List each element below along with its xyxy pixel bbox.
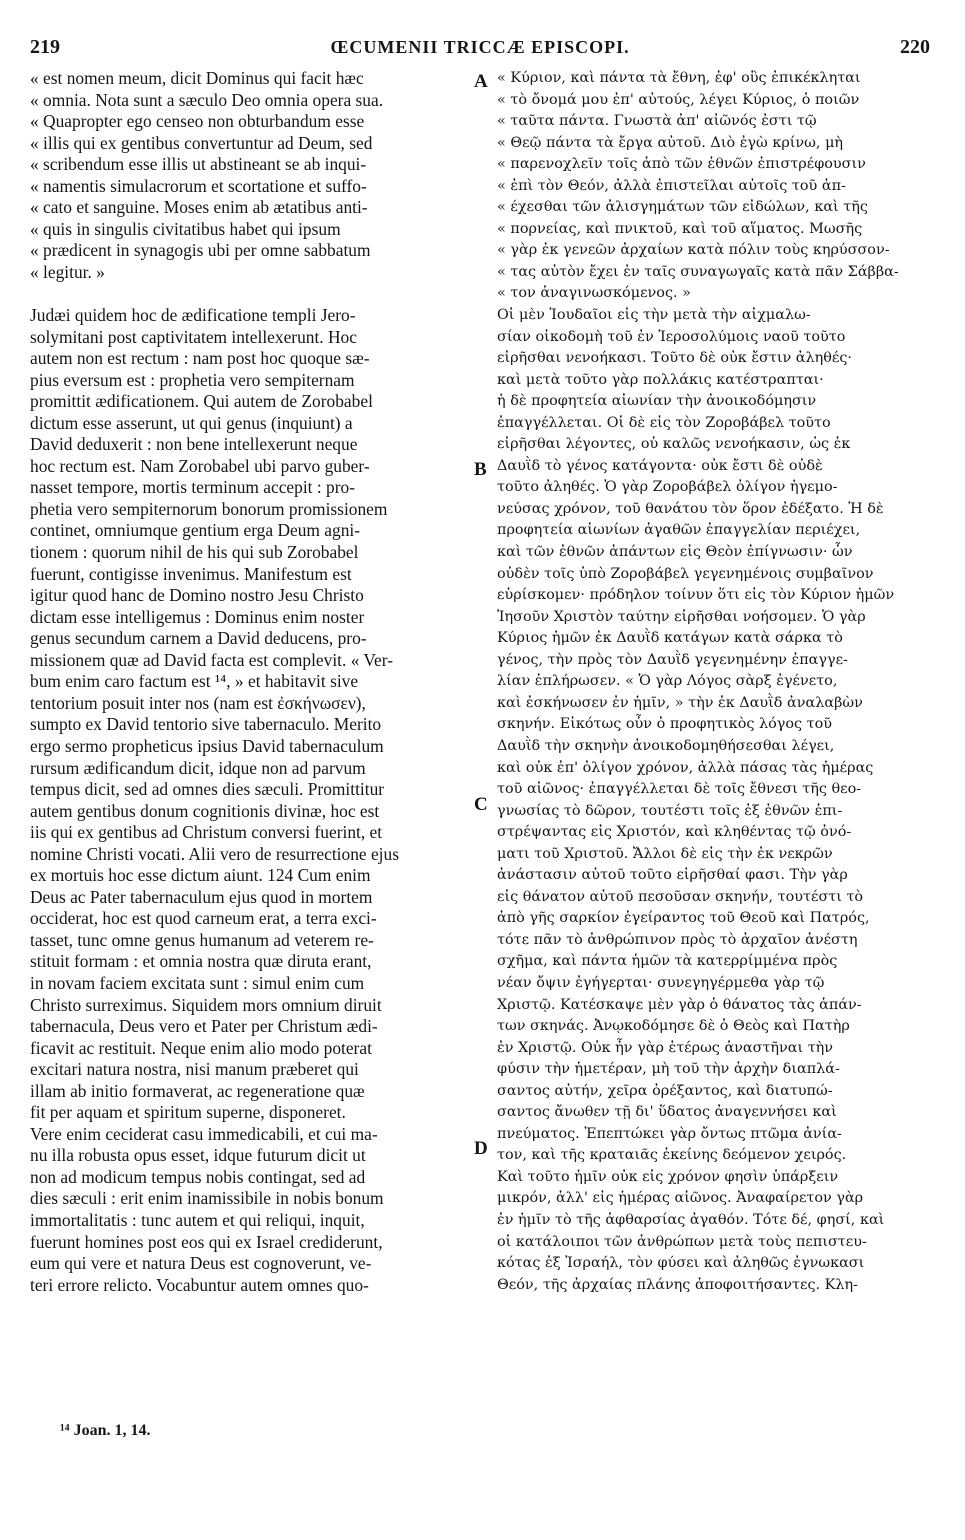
page-number-right: 220 [900, 36, 930, 58]
latin-text-line: autem gentibus donum cognitionis divinæ, hoc est [30, 800, 380, 821]
latin-text-line: sumpto ex David tentorio sive tabernaculo. Merito [30, 714, 382, 735]
greek-text-line: κότας ἐξ Ἰσραήλ, τὸν φύσει καὶ ἀληθῶς ἐγνωκασι [497, 1255, 865, 1272]
latin-text-line: ergo sermo propheticus ipsius David tabernaculum [30, 735, 384, 756]
greek-text-line: των σκηνάς. Ἀνῳκοδόμησε δὲ ὁ Θεὸς καὶ Πατὴρ [497, 1018, 850, 1035]
latin-text-line: in novam faciem excitata sunt : simul enim cum [30, 972, 365, 993]
latin-text-line: « namentis simulacrorum et scortatione et suffo- [30, 175, 367, 196]
latin-text-line: promittit ædificationem. Qui autem de Zorobabel [30, 391, 373, 412]
latin-text-line: excitari natura nostra, nisi manum præberet qui [30, 1059, 359, 1080]
greek-text-line: τοῦ αἰῶνος· ἐπαγγέλλεται δὲ τοῖς ἔθνεσι τῆς θεο- [497, 781, 862, 798]
latin-text-line: occiderat, hoc est quod carneum erat, a terra exci- [30, 908, 377, 929]
greek-text-line: ἐπαγγέλλεται. Οἱ δὲ εἰς τὸν Ζοροβάβελ τοῦτο [497, 414, 831, 431]
latin-text-line: « scribendum esse illis ut abstineant se ab inqui- [30, 154, 367, 175]
latin-text-line: genus secundum carnem a David deducens, pro- [30, 628, 367, 649]
greek-text-line: « ἐπὶ τὸν Θεόν, ἀλλὰ ἐπιστεῖλαι αὐτοῖς τοῦ ἀπ- [497, 177, 846, 194]
greek-text-line: πνεύματος. Ἐπεπτώκει γὰρ ὄντως πτῶμα ἀνία- [497, 1125, 842, 1142]
greek-text-line: ἀνάστασιν αὐτοῦ τοῦτο εἰρῆσθαί φασι. Τὴν γὰρ [497, 867, 848, 884]
greek-text-line: σαντος ἄνωθεν τῇ δι' ὕδατος ἀναγεννήσει καὶ [497, 1104, 837, 1121]
margin-marker-b: B [474, 459, 487, 480]
latin-text-line: tempus dicit, sed ad omnes dies sæculi. Promittitur [30, 779, 385, 800]
greek-text-line: Χριστῷ. Κατέσκαψε μὲν γὰρ ὁ θάνατος τὰς ἁπάν- [497, 996, 862, 1013]
latin-text-line: « omnia. Nota sunt a sæculo Deo omnia opera sua. [30, 89, 384, 110]
greek-column [497, 68, 933, 1296]
latin-text-line [30, 283, 470, 305]
latin-text-line: « prædicent in synagogis ubi per omne sabbatum [30, 240, 371, 261]
greek-text-line: Καὶ τοῦτο ἡμῖν οὐκ εἰς χρόνον φησὶν ὑπάρξειν [497, 1168, 839, 1185]
latin-text-line: fuerunt, contigisse invenimus. Manifestum est [30, 563, 352, 584]
latin-text-line: « illis qui ex gentibus convertuntur ad Deum, sed [30, 132, 373, 153]
greek-text-line: « πορνείας, καὶ πνικτοῦ, καὶ τοῦ αἵματος. Μωσῆς [497, 220, 863, 237]
greek-text-line: φύσιν τὴν ἡμετέραν, μὴ τοῦ τὴν ἀρχὴν διαπλά- [497, 1061, 840, 1078]
latin-text-line: tionem : quorum nihil de his qui sub Zorobabel [30, 542, 359, 563]
latin-text-line: fuerunt homines post eos qui ex Israel crediderunt, [30, 1231, 383, 1252]
greek-text-line: ματι τοῦ Χριστοῦ. Ἄλλοι δὲ εἰς τὴν ἐκ νεκρῶν [497, 845, 833, 862]
greek-text-line: καὶ μετὰ τοῦτο γὰρ πολλάκις κατέστραπται· [497, 371, 824, 388]
latin-text-line: « cato et sanguine. Moses enim ab ætatibus anti- [30, 197, 368, 218]
greek-text-line: « Κύριον, καὶ πάντα τὰ ἔθνη, ἐφ' οὓς ἐπικέκληται [497, 70, 861, 86]
greek-text-line: καὶ οὐκ ἐπ' ὀλίγον χρόνον, ἀλλὰ πάσας τὰς ἡμέρας [497, 759, 874, 776]
greek-text-line: Θεόν, τῆς ἀρχαίας πλάνης ἀποφοιτήσαντες. Κλη- [497, 1276, 859, 1293]
greek-text-line: καὶ ἐσκήνωσεν ἐν ἡμῖν, » τὴν ἐκ Δαυῒδ ἀναλαβὼν [497, 694, 863, 711]
greek-text-line: Δαυῒδ τὴν σκηνὴν ἀνοικοδομηθήσεσθαι λέγει, [497, 737, 835, 754]
greek-text-line: « ταῦτα πάντα. Γνωστὰ ἀπ' αἰῶνός ἐστι τῷ [497, 113, 817, 130]
greek-text-line: μικρόν, ἀλλ' εἰς ἡμέρας αἰῶνος. Ἀναφαίρετον γὰρ [497, 1190, 864, 1207]
greek-text-line: ἀπὸ γῆς σαρκίον ἐγείραντος τοῦ Θεοῦ καὶ Πατρός, [497, 910, 870, 927]
margin-marker-d: D [474, 1138, 488, 1159]
latin-text-line: stituit formam : et omnia nostra quæ diruta erant, [30, 951, 372, 972]
greek-text-line: οὐδὲν τοῖς ὑπὸ Ζοροβάβελ γεγενημένοις συμβαῖνον [497, 565, 874, 582]
greek-text-line: τοῦτο ἀληθές. Ὁ γὰρ Ζοροβάβελ ὀλίγον ἡγεμο- [497, 479, 838, 496]
greek-text-line: ἐν ἡμῖν τὸ τῆς ἀφθαρσίας ἀγαθόν. Τότε δέ, φησί, καὶ [497, 1211, 885, 1228]
greek-text-line: Κύριος ἡμῶν ἐκ Δαυῒδ κατάγων κατὰ σάρκα τὸ [497, 630, 843, 647]
latin-text-line: Christo surreximus. Siquidem mors omnium diruit [30, 994, 382, 1015]
greek-text-line: γένος, τὴν πρὸς τὸν Δαυῒδ γεγενημένην ἐπαγγε- [497, 651, 848, 668]
greek-text-line: « έχεσθαι τῶν ἀλισγημάτων τῶν εἰδώλων, καὶ τῆς [497, 199, 868, 216]
latin-text-line: « Quapropter ego censeo non obturbandum esse [30, 111, 365, 132]
latin-text-line: iis qui ex gentibus ad Christum conversi fuerint, et [30, 822, 383, 843]
latin-text-line: rursum ædificandum dicit, idque non ad parvum [30, 757, 366, 778]
latin-text-line: pius eversum est : prophetia vero sempiternam [30, 369, 355, 390]
latin-text-line: solymitani post captivitatem intellexerunt. Hoc [30, 326, 357, 347]
latin-text-line: dictum esse asserunt, ut qui genus (inquiunt) a [30, 412, 353, 433]
greek-text-line: εὑρίσκομεν· πρόδηλον τοίνυν ὅτι εἰς τὸν Κύριον ἡμῶν [497, 587, 895, 604]
margin-marker-a: A [474, 71, 488, 92]
greek-text-line: Ἰησοῦν Χριστὸν ταύτην εἰρῆσθαι νοήσομεν. Ὁ γὰρ [497, 608, 866, 625]
latin-text-line: Judæi quidem hoc de ædificatione templi Jero- [30, 305, 356, 326]
latin-text-line: dictam esse intelligemus : Dominus enim noster [30, 606, 365, 627]
greek-text-line: « τον ἀναγινωσκόμενος. » [497, 285, 691, 302]
greek-text-line: « Θεῷ πάντα τὰ ἔργα αὐτοῦ. Διὸ ἐγὼ κρίνω, μὴ [497, 134, 844, 151]
greek-text-line: εἰς θάνατον αὐτοῦ πεσοῦσαν σκηνήν, τουτέστι τὸ [497, 888, 864, 905]
greek-text-line: προφητεία αἰωνίων ἀγαθῶν ἐπαγγελίαν περιέχει, [497, 522, 861, 539]
greek-text-line: σκηνήν. Εἰκότως οὖν ὁ προφητικὸς λόγος τοῦ [497, 716, 833, 733]
greek-text-line: τον, καὶ τῆς κραταιᾶς ἐκείνης δεόμενον χειρός. [497, 1147, 847, 1164]
latin-text-line: nomine Christi vocati. Alii vero de resurrectione ejus [30, 843, 399, 864]
latin-text-line: igitur quod hanc de Domino nostro Jesu Christo [30, 585, 364, 606]
latin-text-line: « est nomen meum, dicit Dominus qui facit hæc [30, 68, 364, 88]
greek-text-line: νεύσας χρόνον, τοῦ θανάτου τὸν ὅρον ἐδέξατο. Ἡ δὲ [497, 500, 884, 517]
latin-text-line: tasset, tunc omne genus humanum ad veterem re- [30, 929, 374, 950]
greek-text-line: τότε πᾶν τὸ ἀνθρώπινον πρὸς τὸ ἀρχαῖον ἀνέστη [497, 931, 858, 948]
latin-text-line: autem non est rectum : nam post hoc quoque sæ- [30, 348, 370, 369]
greek-text-line: ἡ δὲ προφητεία αἰωνίαν τὴν ἀνοικοδόμησιν [497, 393, 817, 410]
latin-text-line: ex mortuis hoc esse dictum aiunt. 124 Cum enim [30, 865, 371, 886]
greek-text-line: σχῆμα, καὶ πάντα ἡμῶν τὰ κατερρίμμένα πρὸς [497, 953, 838, 970]
greek-text-line: γνωσίας τὸ δῶρον, τουτέστι τοῖς ἐξ ἐθνῶν ἐπι- [497, 802, 843, 819]
greek-text-line: « τας αὐτὸν ἔχει ἐν ταῖς συναγωγαῖς κατὰ πᾶν Σάββα- [497, 263, 899, 280]
latin-text-line: David deduxerit : non bene intellexerunt neque [30, 434, 358, 455]
latin-text-line: phetia vero sempiternorum bonorum promissionem [30, 498, 388, 519]
latin-text-line: Deus ac Pater tabernaculum ejus quod in mortem [30, 886, 373, 907]
latin-text-line: nasset tempore, mortis terminum accepit : pro- [30, 477, 356, 498]
greek-text-line: « γὰρ ἐκ γενεῶν ἀρχαίων κατὰ πόλιν τοὺς κηρύσσον- [497, 242, 890, 259]
latin-text-line: « legitur. » [30, 261, 105, 282]
footnote: ¹⁴ Joan. 1, 14. [60, 1422, 151, 1439]
latin-text-line: Vere enim ceciderat casu immedicabili, et cui ma- [30, 1123, 378, 1144]
greek-text-line: εἰρῆσθαι λέγοντες, οὐ καλῶς νενοήκασιν, ὡς ἐκ [497, 436, 851, 453]
greek-text-line: εἰρῆσθαι νενοήκασι. Τοῦτο δὲ οὐκ ἔστιν ἀληθές· [497, 350, 853, 367]
greek-text-line: καὶ τῶν ἐθνῶν ἁπάντων εἰς Θεὸν ἐπίγνωσιν· ὧν [497, 544, 853, 561]
greek-text-line: σίαν οἰκοδομὴ τοῦ ἐν Ἱεροσολύμοις ναοῦ τοῦτο [497, 328, 846, 345]
page-number-left: 219 [30, 36, 60, 58]
latin-text-line: hoc rectum est. Nam Zorobabel ubi parvo guber- [30, 455, 370, 476]
latin-column [30, 68, 470, 1296]
greek-text-line: « τὸ ὄνομά μου ἐπ' αὐτούς, λέγει Κύριος, ὁ ποιῶν [497, 91, 860, 108]
running-title: ŒCUMENII TRICCÆ EPISCOPI. [330, 37, 630, 57]
greek-text-line: στρέψαντας εἰς Χριστόν, καὶ κληθέντας τῷ ὀνό- [497, 824, 852, 841]
greek-text-line: « παρενοχλεῖν τοῖς ἀπὸ τῶν ἐθνῶν ἐπιστρέφουσιν [497, 156, 866, 173]
latin-text-line: dies sæculi : erit enim inamissibile in nobis bonum [30, 1188, 384, 1209]
latin-text-line: non ad modicum tempus nobis contingat, sed ad [30, 1166, 366, 1187]
latin-text-line: continet, omniumque gentium erga Deum agni- [30, 520, 361, 541]
greek-text-line: σαντος αὐτήν, χεῖρα ὀρέξαντος, καὶ διατυπώ- [497, 1082, 833, 1099]
latin-text-line: « quis in singulis civitatibus habet qui ipsum [30, 218, 341, 239]
latin-text-line: fit per aquam et spiritum superne, disponeret. [30, 1102, 346, 1123]
latin-text-line: teri errore relicto. Vocabuntur autem omnes quo- [30, 1274, 369, 1295]
page-header [30, 36, 930, 62]
greek-text-line: οἱ κατάλοιποι τῶν ἀνθρώπων μετὰ τοὺς πεπιστευ- [497, 1233, 867, 1250]
greek-text-line: λίαν ἐπλήρωσεν. « Ὁ γὰρ Λόγος σὰρξ ἐγένετο, [497, 673, 838, 690]
latin-text-line: ficavit ac restituit. Neque enim alio modo poterat [30, 1037, 372, 1058]
latin-text-line: missionem quæ ad David facta est complevit. « Ver- [30, 649, 394, 670]
margin-marker-c: C [474, 794, 488, 815]
greek-text-line: νέαν ὄψιν ἐγήγερται· συνεγηγέρμεθα γὰρ τῷ [497, 974, 825, 991]
greek-text-line: ἐν Χριστῷ. Οὐκ ἦν γὰρ ἑτέρως ἀναστῆναι τὴν [497, 1039, 834, 1056]
latin-text-line: tabernacula, Deus vero et Pater per Christum ædi- [30, 1016, 378, 1037]
latin-text-line: eum qui vere et natura Deus est cognoverunt, ve- [30, 1253, 372, 1274]
latin-text-line: nu illa robusta opus esset, idque futurum dicit ut [30, 1145, 366, 1166]
latin-text-line: bum enim caro factum est ¹⁴, » et habitavit sive [30, 671, 359, 692]
latin-text-line: immortalitatis : tunc autem et qui reliqui, inquit, [30, 1209, 365, 1230]
latin-text-line: illam ab initio formaverat, ac regeneratione quæ [30, 1080, 365, 1101]
greek-text-line: Δαυῒδ τὸ γένος κατάγοντα· οὐκ ἔστι δὲ οὐδὲ [497, 457, 823, 474]
greek-text-line: Οἱ μὲν Ἰουδαῖοι εἰς τὴν μετὰ τὴν αἰχμαλω- [497, 307, 811, 324]
latin-text-line: tentorium posuit inter nos (nam est ἐσκήνωσεν), [30, 692, 366, 713]
